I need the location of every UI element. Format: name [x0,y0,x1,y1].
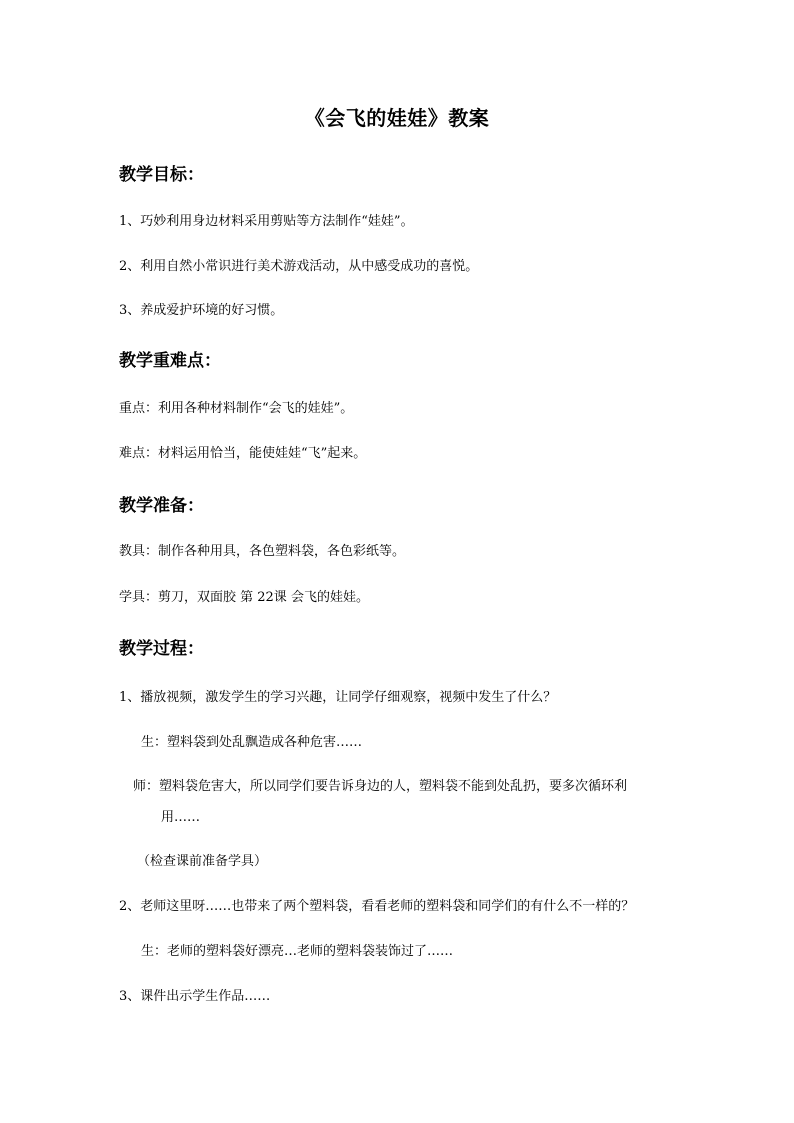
objective-item-1: 1、巧妙利用身边材料采用剪贴等方法制作“娃娃”。 [119,214,414,229]
key-points-heading: 教学重难点： [119,351,221,371]
process-step-3: 3、课件出示学生作品…… [119,989,271,1004]
preparation-item-2: 学具：剪刀，双面胶 第 22课 会飞的娃娃。 [119,590,369,605]
teacher-remark-1: 师：塑料袋危害大，所以同学们要告诉身边的人，塑料袋不能到处乱扔，要多次循环利 [133,779,628,794]
objectives-heading: 教学目标： [119,165,204,185]
process-note-1: （检查课前准备学具） [137,854,268,869]
preparation-item-1: 教具：制作各种用具，各色塑料袋，各色彩纸等。 [119,544,406,559]
student-response-2: 生：老师的塑料袋好漂亮…老师的塑料袋装饰过了…… [141,944,454,959]
student-response-1: 生：塑料袋到处乱飘造成各种危害…… [141,735,363,750]
objective-item-2: 2、利用自然小常识进行美术游戏活动，从中感受成功的喜悦。 [119,259,479,274]
document-title: 《会飞的娃娃》教案 [304,106,490,130]
process-step-1: 1、播放视频，激发学生的学习兴趣，让同学仔细观察，视频中发生了什么？ [119,690,557,705]
objective-item-3: 3、养成爱护环境的好习惯。 [119,303,284,318]
key-point-item-1: 重点：利用各种材料制作“会飞的娃娃”。 [119,401,354,416]
process-heading: 教学过程： [119,639,204,659]
teacher-remark-1-continued: 用…… [161,810,201,825]
process-step-2: 2、老师这里呀……也带来了两个塑料袋，看看老师的塑料袋和同学们的有什么不一样的？ [119,899,635,914]
key-point-item-2: 难点：材料运用恰当，能使娃娃“飞”起来。 [119,446,367,461]
preparation-heading: 教学准备： [119,496,204,516]
